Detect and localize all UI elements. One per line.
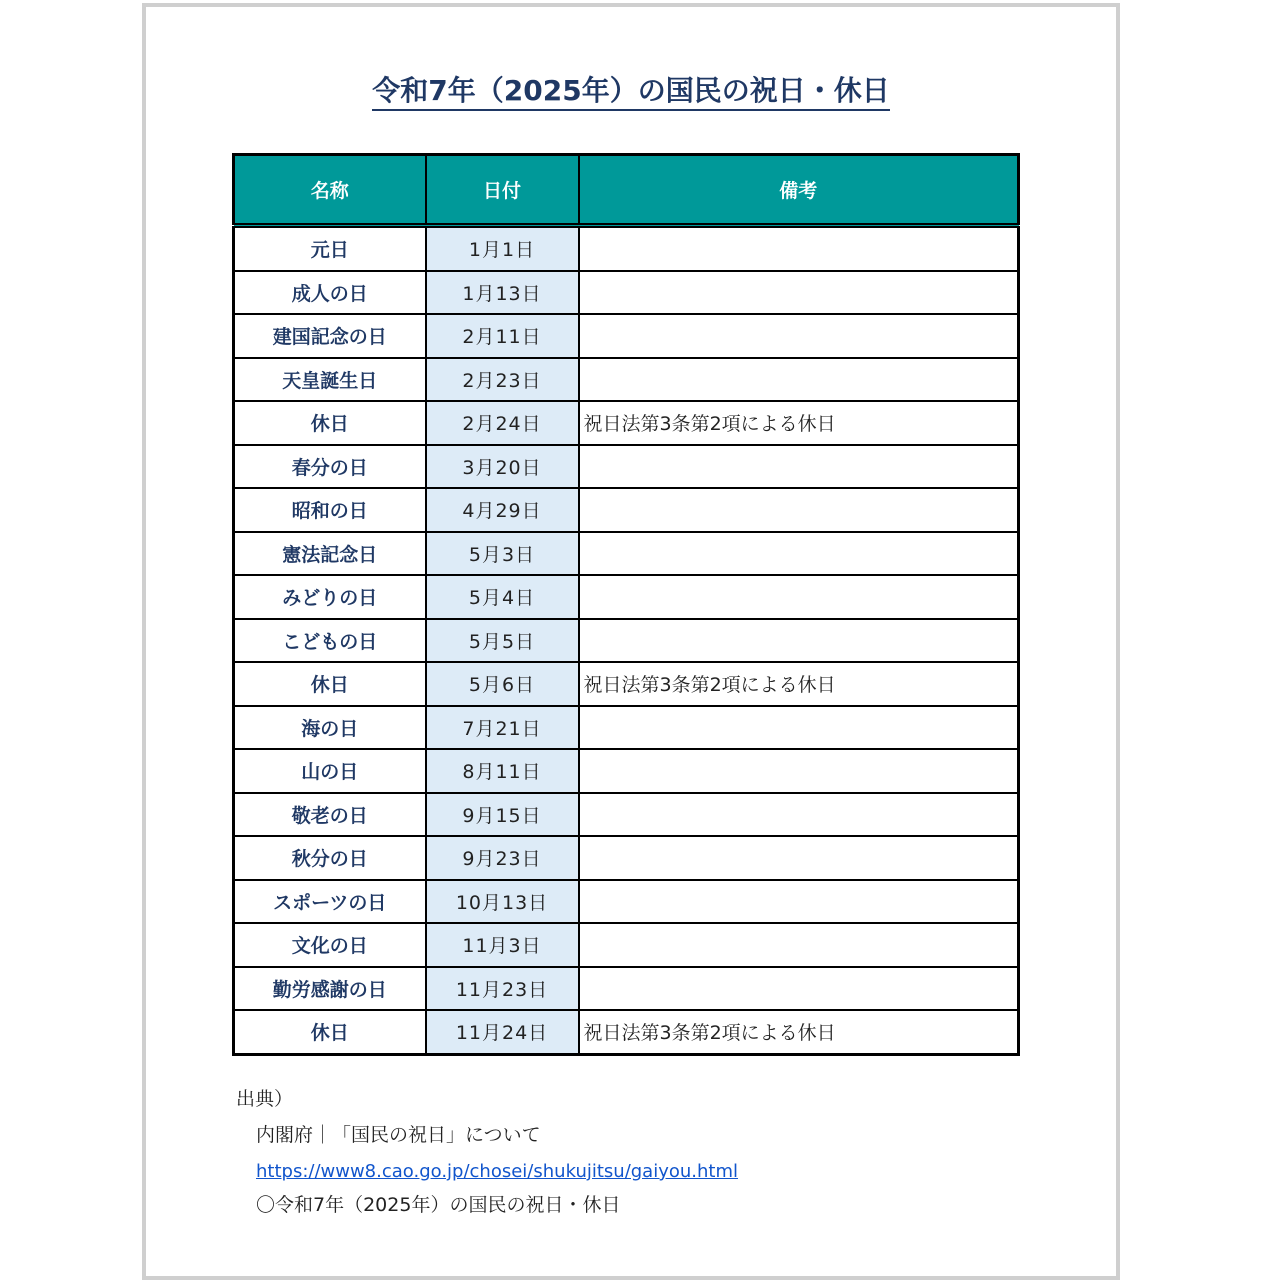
table-row bbox=[234, 967, 1019, 1011]
table-row bbox=[234, 445, 1019, 489]
holiday-name-cell: 建国記念の日 bbox=[234, 314, 426, 358]
holiday-name-cell: 文化の日 bbox=[234, 923, 426, 967]
holiday-note-cell: 祝日法第3条第2項による休日 bbox=[579, 1010, 1019, 1054]
holiday-note-cell bbox=[579, 793, 1019, 837]
holiday-name-cell: みどりの日 bbox=[234, 575, 426, 619]
holiday-name-cell: 春分の日 bbox=[234, 445, 426, 489]
source-publisher: 内閣府｜「国民の祝日」について bbox=[256, 1124, 541, 1146]
holiday-note-cell: 祝日法第3条第2項による休日 bbox=[579, 662, 1019, 706]
holiday-name-cell: こどもの日 bbox=[234, 619, 426, 663]
source-item: 〇令和7年（2025年）の国民の祝日・休日 bbox=[256, 1194, 621, 1216]
holiday-name-cell: 海の日 bbox=[234, 706, 426, 750]
column-header-note: 備考 bbox=[579, 155, 1019, 226]
holiday-date-cell: 2月24日 bbox=[426, 401, 579, 445]
column-header-name: 名称 bbox=[234, 155, 426, 226]
holiday-note-cell bbox=[579, 575, 1019, 619]
table-row bbox=[234, 401, 1019, 445]
holiday-note-cell bbox=[579, 923, 1019, 967]
holiday-date-cell: 10月13日 bbox=[426, 880, 579, 924]
table-row bbox=[234, 923, 1019, 967]
table-row bbox=[234, 836, 1019, 880]
table-row bbox=[234, 880, 1019, 924]
holiday-note-cell bbox=[579, 967, 1019, 1011]
table-row bbox=[234, 575, 1019, 619]
holiday-name-cell: 山の日 bbox=[234, 749, 426, 793]
table-row bbox=[234, 749, 1019, 793]
holiday-date-cell: 9月23日 bbox=[426, 836, 579, 880]
table-row bbox=[234, 358, 1019, 402]
source-label: 出典） bbox=[236, 1088, 294, 1110]
holiday-name-cell: 元日 bbox=[234, 226, 426, 271]
holiday-date-cell: 11月23日 bbox=[426, 967, 579, 1011]
holiday-name-cell: 休日 bbox=[234, 1010, 426, 1054]
table-row bbox=[234, 793, 1019, 837]
column-header-date: 日付 bbox=[426, 155, 579, 226]
holiday-name-cell: 成人の日 bbox=[234, 271, 426, 315]
source-link[interactable]: https://www8.cao.go.jp/chosei/shukujitsu/gaiyou.html bbox=[256, 1161, 739, 1182]
holiday-note-cell bbox=[579, 749, 1019, 793]
holiday-note-cell bbox=[579, 226, 1019, 271]
holiday-date-cell: 8月11日 bbox=[426, 749, 579, 793]
holiday-note-cell bbox=[579, 532, 1019, 576]
holiday-note-cell bbox=[579, 836, 1019, 880]
table-row bbox=[234, 662, 1019, 706]
holiday-date-cell: 11月24日 bbox=[426, 1010, 579, 1054]
holiday-date-cell: 3月20日 bbox=[426, 445, 579, 489]
holiday-note-cell bbox=[579, 880, 1019, 924]
holiday-date-cell: 1月13日 bbox=[426, 271, 579, 315]
holiday-name-cell: 天皇誕生日 bbox=[234, 358, 426, 402]
table-row bbox=[234, 314, 1019, 358]
holiday-date-cell: 1月1日 bbox=[426, 226, 579, 271]
holiday-note-cell bbox=[579, 271, 1019, 315]
table-row bbox=[234, 532, 1019, 576]
holiday-name-cell: 秋分の日 bbox=[234, 836, 426, 880]
table-row bbox=[234, 706, 1019, 750]
holiday-note-cell bbox=[579, 358, 1019, 402]
source-section bbox=[236, 1081, 738, 1220]
holiday-name-cell: 敬老の日 bbox=[234, 793, 426, 837]
holiday-note-cell bbox=[579, 445, 1019, 489]
holiday-name-cell: 昭和の日 bbox=[234, 488, 426, 532]
page-title-text: 令和7年（2025年）の国民の祝日・休日 bbox=[372, 74, 889, 111]
holiday-name-cell: 憲法記念日 bbox=[234, 532, 426, 576]
page-title bbox=[146, 69, 1116, 109]
holiday-date-cell: 7月21日 bbox=[426, 706, 579, 750]
holiday-date-cell: 5月5日 bbox=[426, 619, 579, 663]
holiday-date-cell: 2月23日 bbox=[426, 358, 579, 402]
holiday-date-cell: 5月6日 bbox=[426, 662, 579, 706]
table-row bbox=[234, 226, 1019, 271]
holiday-name-cell: 休日 bbox=[234, 401, 426, 445]
holiday-date-cell: 5月3日 bbox=[426, 532, 579, 576]
holiday-date-cell: 9月15日 bbox=[426, 793, 579, 837]
holiday-date-cell: 2月11日 bbox=[426, 314, 579, 358]
holiday-table bbox=[232, 153, 1020, 1056]
holiday-note-cell: 祝日法第3条第2項による休日 bbox=[579, 401, 1019, 445]
holiday-date-cell: 5月4日 bbox=[426, 575, 579, 619]
holiday-note-cell bbox=[579, 488, 1019, 532]
holiday-name-cell: 勤労感謝の日 bbox=[234, 967, 426, 1011]
holiday-note-cell bbox=[579, 314, 1019, 358]
holiday-name-cell: スポーツの日 bbox=[234, 880, 426, 924]
holiday-name-cell: 休日 bbox=[234, 662, 426, 706]
holiday-date-cell: 4月29日 bbox=[426, 488, 579, 532]
table-row bbox=[234, 1010, 1019, 1054]
table-row bbox=[234, 619, 1019, 663]
holiday-note-cell bbox=[579, 619, 1019, 663]
table-row bbox=[234, 488, 1019, 532]
holiday-date-cell: 11月3日 bbox=[426, 923, 579, 967]
holiday-note-cell bbox=[579, 706, 1019, 750]
table-header-row bbox=[234, 155, 1019, 226]
table-row bbox=[234, 271, 1019, 315]
document-page bbox=[142, 3, 1120, 1280]
